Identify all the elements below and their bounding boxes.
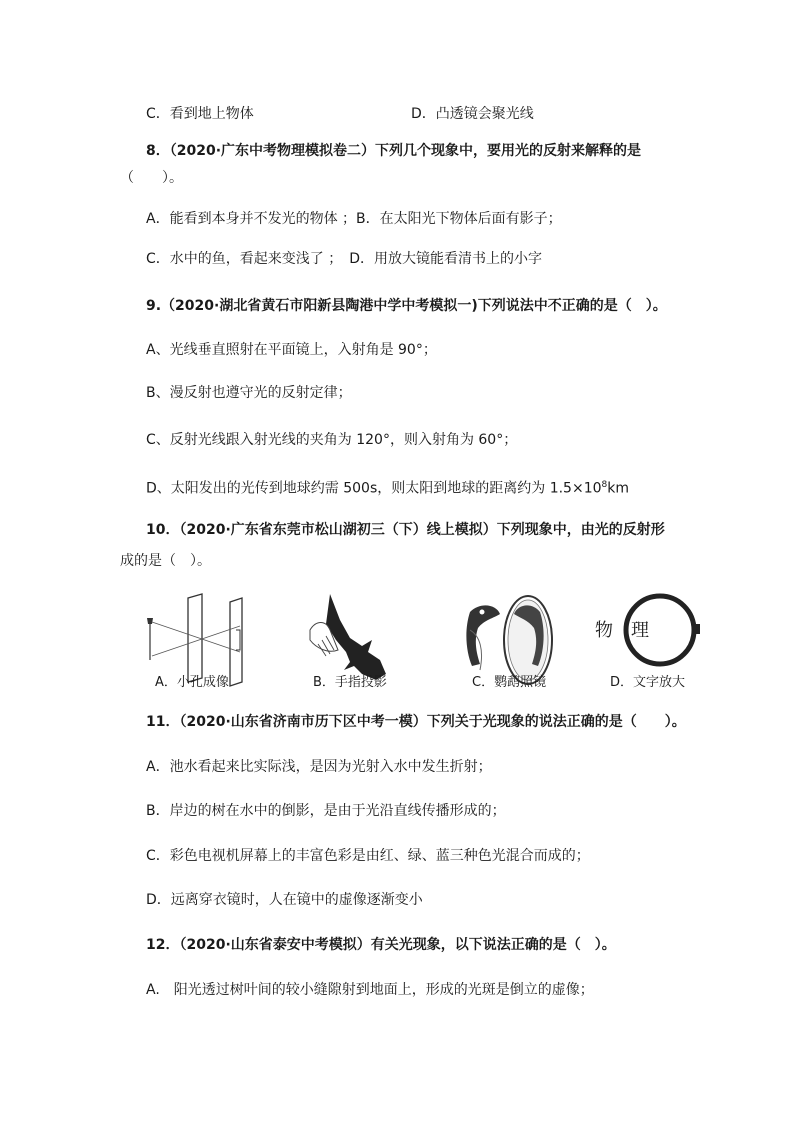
q11-option-c: C．彩色电视机屏幕上的丰富色彩是由红、绿、蓝三种色光混合而成的； xyxy=(146,848,590,864)
q9-option-b: B、漫反射也遵守光的反射定律； xyxy=(146,385,352,401)
q11-option-b: B．岸边的树在水中的倒影，是由于光沿直线传播形成的； xyxy=(146,803,506,819)
q8-blank: （ ）。 xyxy=(120,170,183,186)
figure-d-label: D．文字放大 xyxy=(610,675,686,690)
q11-option-d: D．远离穿衣镜时，人在镜中的虚像逐渐变小 xyxy=(146,892,423,908)
q7-option-d: D．凸透镜会聚光线 xyxy=(411,106,534,122)
q10-stem: 10．（2020·广东省东莞市松山湖初三（下）线上模拟）下列现象中，由光的反射形 xyxy=(146,522,665,538)
q12-option-a: A. 阳光透过树叶间的较小缝隙射到地面上，形成的光斑是倒立的虚像； xyxy=(146,982,594,998)
q11-option-a: A．池水看起来比实际浅，是因为光射入水中发生折射； xyxy=(146,759,492,775)
q9-option-c: C、反射光线跟入射光线的夹角为 120°，则入射角为 60°； xyxy=(146,432,518,448)
magnifier-text: 物 理 xyxy=(595,620,649,641)
q9-option-a: A、光线垂直照射在平面镜上，入射角是 90°； xyxy=(146,342,437,358)
q8-options-ab: A．能看到本身并不发光的物体 ；B．在太阳光下物体后面有影子； xyxy=(146,211,562,227)
figure-c-label: C．鹦鹉照镜 xyxy=(472,675,547,690)
q9-option-d-text: D、太阳发出的光传到地球约需 500s，则太阳到地球的距离约为 1.5×10 xyxy=(146,480,602,497)
q8-stem: 8．（2020·广东中考物理模拟卷二）下列几个现象中，要用光的反射来解释的是 xyxy=(146,143,642,159)
figure-b-label: B．手指投影 xyxy=(313,675,387,690)
q9-option-d-exponent: 8 xyxy=(601,480,608,490)
q8-options-cd: C．水中的鱼，看起来变浅了 ； D．用放大镜能看清书上的小字 xyxy=(146,251,543,267)
q11-stem: 11．（2020·山东省济南市历下区中考一模）下列关于光现象的说法正确的是（ ）。 xyxy=(146,714,686,730)
magnifier-figure xyxy=(595,596,700,664)
q9-stem: 9.（2020·湖北省黄石市阳新县陶港中学中考模拟一)下列说法中不正确的是（ ）。 xyxy=(146,298,667,314)
q9-option-d-unit: km xyxy=(607,480,629,497)
hand-shadow-figure xyxy=(310,594,386,680)
q7-option-c: C．看到地上物体 xyxy=(146,106,254,122)
figure-a-label: A．小孔成像 xyxy=(155,675,229,690)
q12-stem: 12．（2020·山东省泰安中考模拟）有关光现象，以下说法正确的是（ ）。 xyxy=(146,937,616,953)
q9-option-d xyxy=(146,475,629,499)
q10-stem-continued: 成的是（ ）。 xyxy=(120,553,211,569)
